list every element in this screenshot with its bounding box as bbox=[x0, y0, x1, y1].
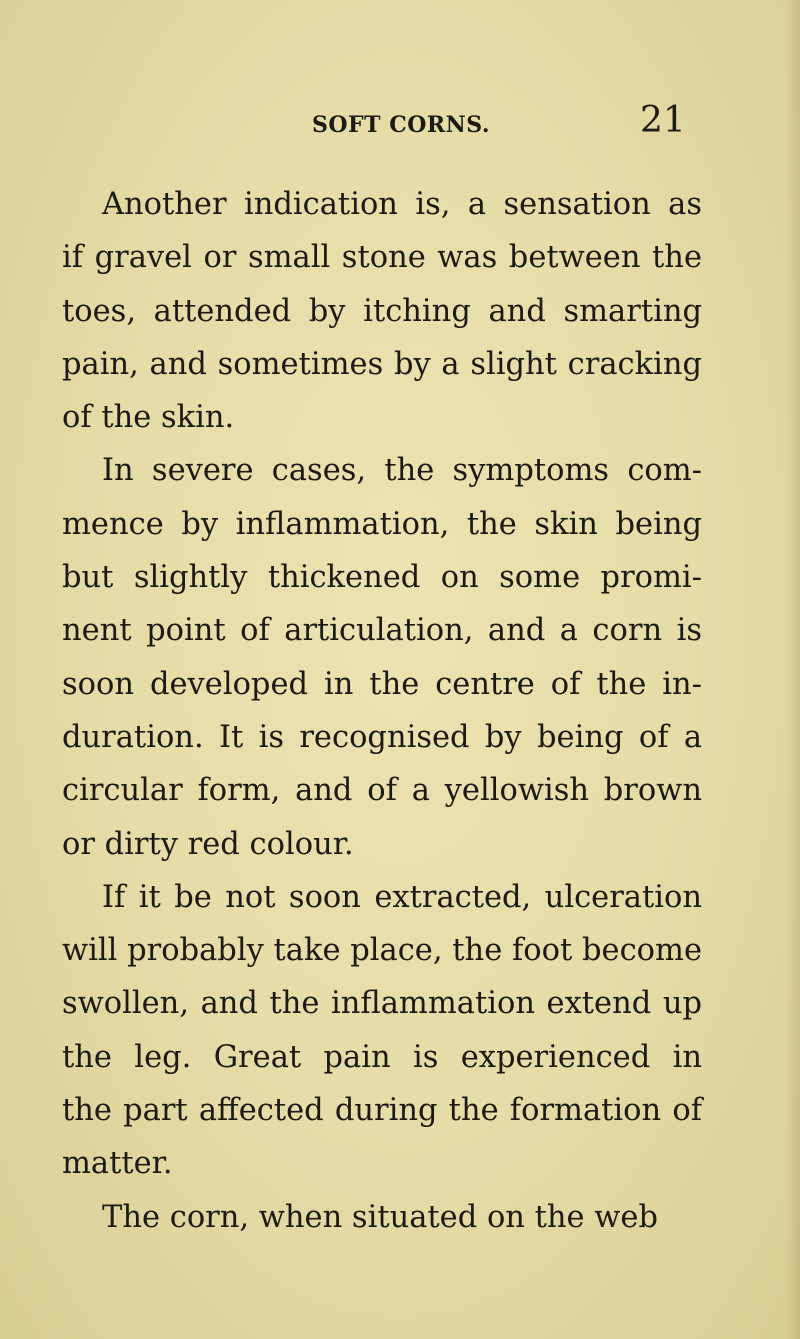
text-line: but slightly thickened on some promi- bbox=[62, 560, 702, 596]
page-number: 21 bbox=[640, 100, 686, 141]
text-line: soon developed in the centre of the in- bbox=[62, 666, 702, 702]
text-line: pain, and sometimes by a slight cracking bbox=[62, 346, 702, 382]
text-line: or dirty red colour. bbox=[62, 826, 354, 862]
text-line: nent point of articulation, and a corn is bbox=[62, 613, 702, 649]
text-line: the part affected during the formation of bbox=[62, 1093, 702, 1129]
text-line: will probably take place, the foot become bbox=[62, 933, 702, 969]
text-line: The corn, when situated on the web bbox=[102, 1199, 658, 1235]
text-line: if gravel or small stone was between the bbox=[62, 240, 702, 276]
text-line: toes, attended by itching and smarting bbox=[62, 293, 702, 329]
running-title: SOFT CORNS. bbox=[312, 112, 491, 138]
text-line: circular form, and of a yellowish brown bbox=[62, 773, 702, 809]
text-line: Another indication is, a sensation as bbox=[102, 187, 702, 222]
text-line: the leg. Great pain is experienced in bbox=[62, 1039, 702, 1075]
text-line: duration. It is recognised by being of a bbox=[62, 719, 702, 755]
text-line: of the skin. bbox=[62, 400, 235, 436]
text-line: matter. bbox=[62, 1146, 173, 1182]
text-line: swollen, and the inflammation extend up bbox=[62, 986, 702, 1022]
running-head bbox=[60, 100, 700, 144]
text-line: mence by inflammation, the skin being bbox=[62, 506, 702, 542]
text-line: In severe cases, the symptoms com- bbox=[102, 453, 702, 489]
page-edge-shadow bbox=[786, 0, 800, 1339]
body-text bbox=[62, 178, 702, 1244]
text-line: If it be not soon extracted, ulceration bbox=[102, 879, 702, 915]
